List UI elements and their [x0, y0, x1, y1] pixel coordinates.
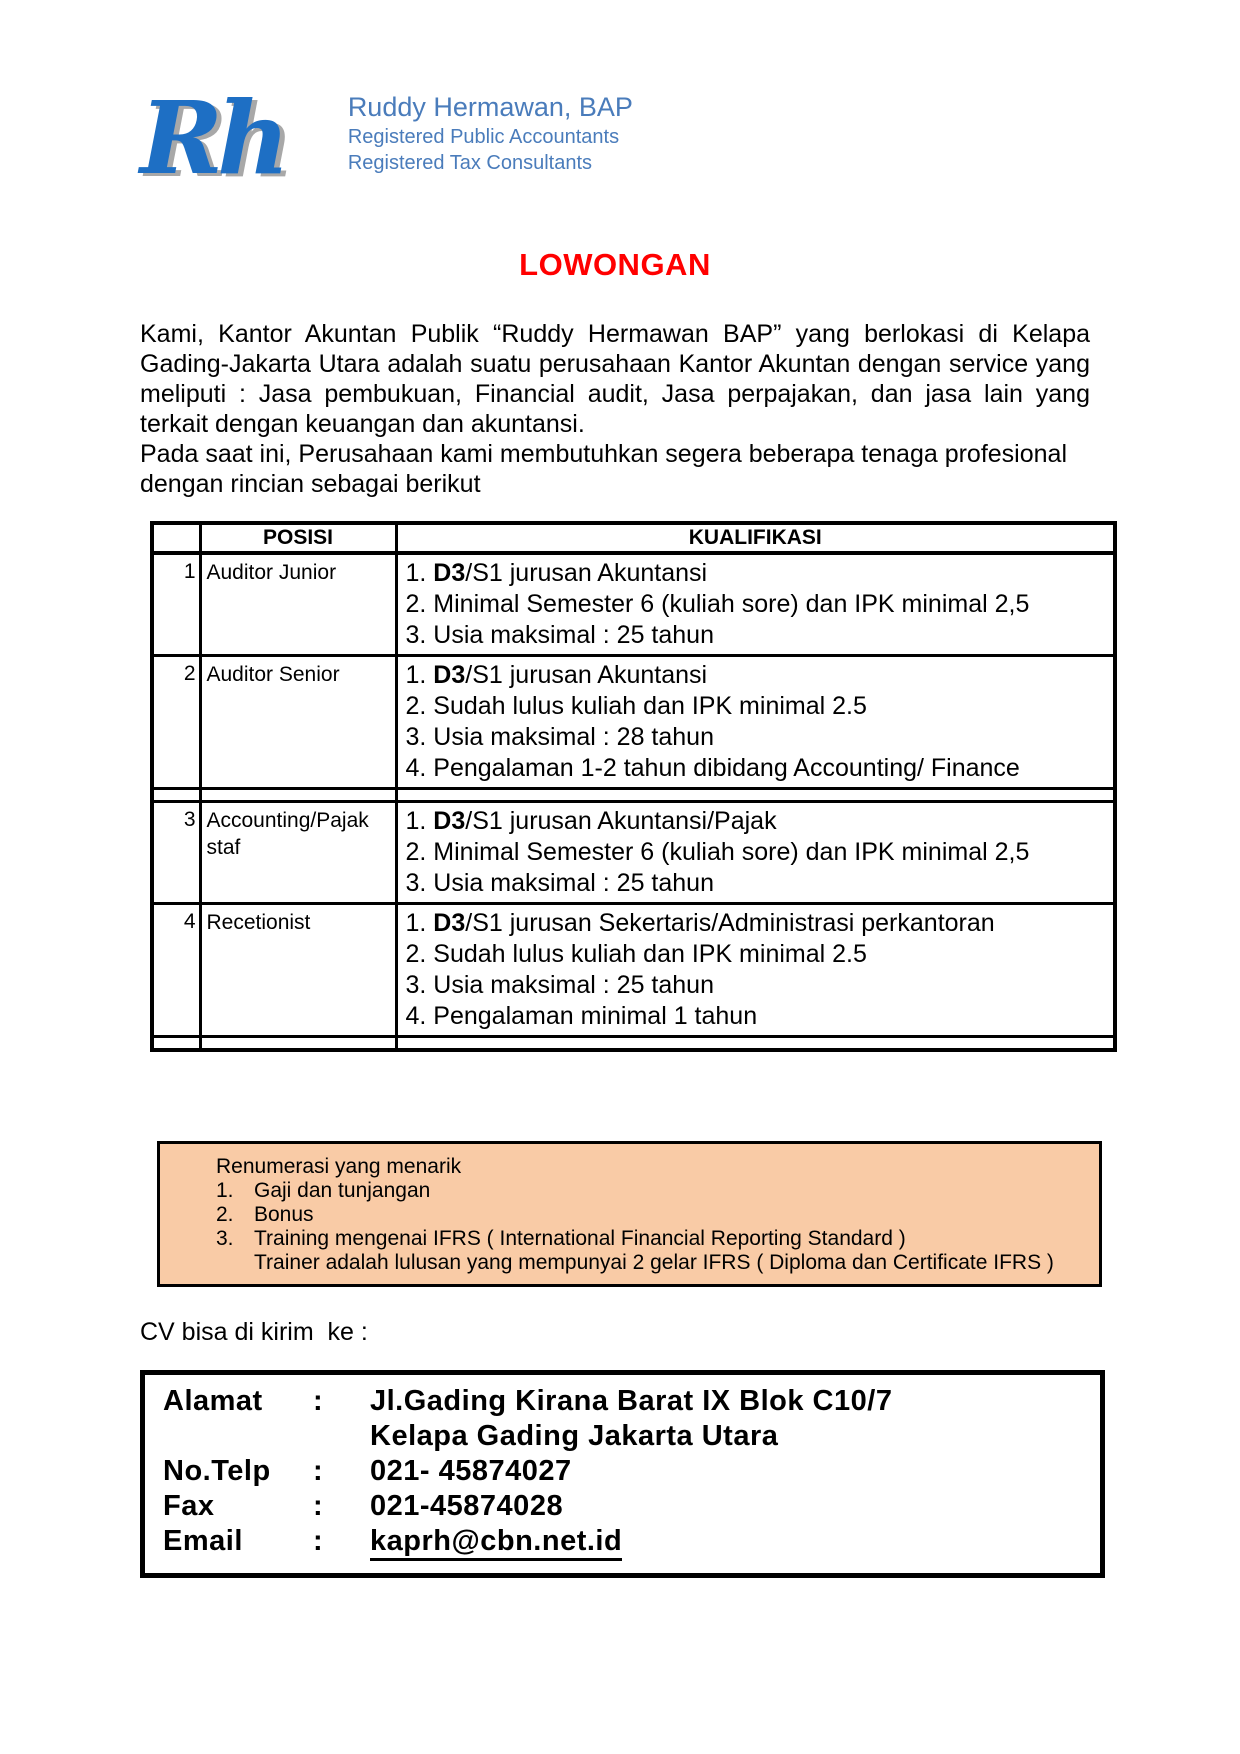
letterhead-text — [348, 85, 633, 197]
benefits-box — [157, 1141, 1102, 1287]
position-name: Auditor Senior — [200, 656, 396, 789]
qualification-item: 1. D3/S1 jurusan Akuntansi — [405, 661, 708, 689]
logo-monogram: Rh — [140, 79, 284, 197]
table-row — [152, 553, 1115, 656]
contact-row-fax — [163, 1489, 1090, 1524]
contact-value-line: 021-45874028 — [370, 1489, 564, 1522]
header-cell-posisi: POSISI — [200, 523, 396, 553]
benefit-item-number — [216, 1251, 254, 1275]
row-number: 4 — [152, 904, 200, 1037]
benefits-list — [216, 1179, 1079, 1275]
table-row — [152, 656, 1115, 789]
header-cell-no — [152, 523, 200, 553]
row-number: 3 — [152, 802, 200, 904]
benefit-item-text: Gaji dan tunjangan — [254, 1178, 431, 1202]
cv-note: CV bisa di kirim ke : — [140, 1317, 368, 1346]
qualification-item: 1. D3/S1 jurusan Sekertaris/Administrasi perkantoran — [405, 909, 995, 937]
position-name: Auditor Junior — [200, 553, 396, 656]
contact-label: Email — [163, 1524, 243, 1557]
contact-value-line: 021- 45874027 — [370, 1454, 572, 1487]
benefit-item — [216, 1227, 1079, 1251]
benefit-item-number: 3. — [216, 1226, 234, 1250]
benefit-item-text: Bonus — [254, 1202, 314, 1226]
qualification-item: 3. Usia maksimal : 25 tahun — [405, 971, 714, 999]
contact-email-link[interactable]: kaprh@cbn.net.id — [370, 1524, 1090, 1559]
company-name: Ruddy Hermawan, BAP — [347, 92, 633, 122]
contact-row-email — [163, 1524, 1090, 1559]
contact-row-notelp — [163, 1454, 1090, 1489]
contact-row-alamat — [163, 1384, 1090, 1454]
qualification-item: 4. Pengalaman minimal 1 tahun — [405, 1002, 758, 1030]
benefit-item-number: 1. — [216, 1178, 234, 1202]
intro-section — [140, 319, 1090, 499]
company-subtitle-accountants: Registered Public Accountants — [347, 126, 620, 148]
benefit-item — [216, 1179, 1079, 1203]
position-name: Accounting/Pajak staf — [200, 802, 396, 904]
contact-value — [370, 1454, 1090, 1489]
header-cell-kualifikasi: KUALIFIKASI — [396, 523, 1115, 553]
qualification-item: 4. Pengalaman 1-2 tahun dibidang Accounting/ Finance — [405, 754, 1020, 782]
table-row — [152, 802, 1115, 904]
row-number: 1 — [152, 553, 200, 656]
letterhead — [140, 79, 1240, 197]
benefit-item — [216, 1251, 1079, 1275]
contact-colon: : — [313, 1524, 324, 1557]
table-spacer-row — [152, 1037, 1115, 1050]
qualification-item: 1. D3/S1 jurusan Akuntansi/Pajak — [405, 807, 777, 835]
contact-colon: : — [313, 1489, 324, 1522]
spacer-cell — [152, 789, 200, 802]
positions-table-head — [152, 523, 1115, 553]
position-name: Recetionist — [200, 904, 396, 1037]
qualification-item: 1. D3/S1 jurusan Akuntansi — [405, 559, 708, 587]
spacer-cell — [152, 1037, 200, 1050]
qualification-item: 3. Usia maksimal : 25 tahun — [405, 621, 714, 649]
benefit-item-number: 2. — [216, 1202, 234, 1226]
contact-value — [370, 1489, 1090, 1524]
contact-value-line: Jl.Gading Kirana Barat IX Blok C10/7 — [370, 1384, 893, 1417]
qualification-list — [396, 802, 1115, 904]
qualification-item: 2. Minimal Semester 6 (kuliah sore) dan IPK minimal 2,5 — [405, 590, 1030, 618]
spacer-cell — [200, 789, 396, 802]
benefits-title: Renumerasi yang menarik — [216, 1154, 462, 1178]
contact-value[interactable] — [370, 1524, 1090, 1559]
positions-table-body — [152, 553, 1115, 1050]
qualification-list — [396, 553, 1115, 656]
company-subtitle-tax: Registered Tax Consultants — [347, 152, 593, 174]
page-title: LOWONGAN — [519, 247, 711, 282]
qualification-item: 2. Sudah lulus kuliah dan IPK minimal 2.5 — [405, 692, 867, 720]
contact-value-line: Kelapa Gading Jakarta Utara — [370, 1419, 779, 1452]
positions-table — [150, 521, 1117, 1052]
qualification-list — [396, 656, 1115, 789]
contact-label: Fax — [163, 1489, 215, 1522]
contact-label: Alamat — [163, 1384, 263, 1417]
benefit-item-text: Training mengenai IFRS ( International Financial Reporting Standard ) — [254, 1226, 906, 1250]
contact-rows — [163, 1384, 1090, 1559]
contact-box — [140, 1370, 1105, 1578]
table-row — [152, 904, 1115, 1037]
qualification-item: 2. Minimal Semester 6 (kuliah sore) dan IPK minimal 2,5 — [405, 838, 1030, 866]
spacer-cell — [200, 1037, 396, 1050]
company-logo — [140, 79, 284, 197]
spacer-cell — [396, 789, 1115, 802]
table-spacer-row — [152, 789, 1115, 802]
qualification-item: 3. Usia maksimal : 25 tahun — [405, 869, 714, 897]
contact-value — [370, 1384, 1090, 1454]
benefit-item — [216, 1203, 1079, 1227]
contact-label: No.Telp — [163, 1454, 271, 1487]
benefit-item-text: Trainer adalah lulusan yang mempunyai 2 gelar IFRS ( Diploma dan Certificate IFRS ) — [254, 1250, 1054, 1274]
qualification-item: 2. Sudah lulus kuliah dan IPK minimal 2.5 — [405, 940, 867, 968]
qualification-item: 3. Usia maksimal : 28 tahun — [405, 723, 714, 751]
contact-colon: : — [313, 1384, 324, 1417]
intro-paragraph-1: Kami, Kantor Akuntan Publik “Ruddy Hermawan BAP” yang berlokasi di Kelapa Gading-Jakarta Utara adalah suatu perusahaan Kantor Akuntan dengan service yang meliputi : Jasa pembukuan, Financial audit, Jasa perpajakan, dan jasa lain yang terkait dengan keuangan dan akuntansi. — [140, 320, 1090, 438]
contact-colon: : — [313, 1454, 324, 1487]
qualification-list — [396, 904, 1115, 1037]
intro-paragraph-2: Pada saat ini, Perusahaan kami membutuhkan segera beberapa tenaga profesional dengan rincian sebagai berikut — [140, 440, 1068, 498]
table-header-row — [152, 523, 1115, 553]
spacer-cell — [396, 1037, 1115, 1050]
row-number: 2 — [152, 656, 200, 789]
